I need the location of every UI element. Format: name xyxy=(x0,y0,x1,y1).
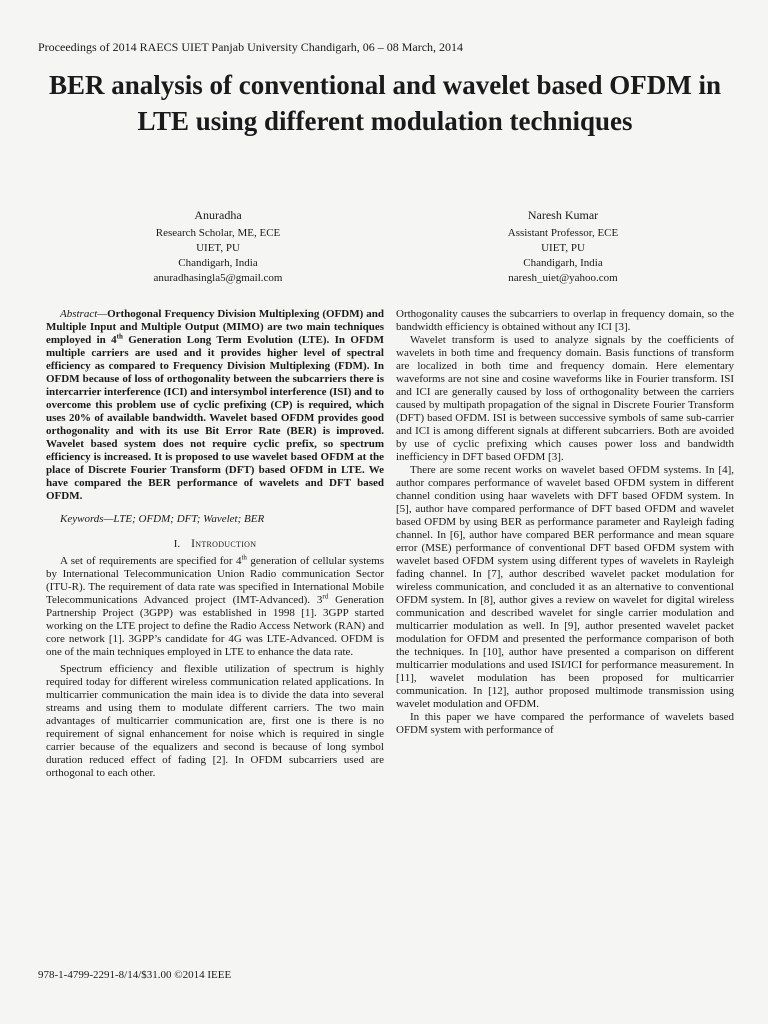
author-name: Anuradha xyxy=(194,208,242,222)
body-paragraph: In this paper we have compared the performance of wavelets based OFDM system with performance of xyxy=(396,711,734,736)
abstract-label: Abstract— xyxy=(60,308,108,320)
author-email: naresh_uiet@yahoo.com xyxy=(508,272,618,284)
author-city: Chandigarh, India xyxy=(523,257,603,269)
right-column xyxy=(396,308,734,737)
author-block-2 xyxy=(443,208,683,286)
proceedings-header: Proceedings of 2014 RAECS UIET Panjab University Chandigarh, 06 – 08 March, 2014 xyxy=(38,40,464,54)
copyright-footer: 978-1-4799-2291-8/14/$31.00 ©2014 IEEE xyxy=(38,969,232,981)
paper-title: BER analysis of conventional and wavelet based OFDM in LTE using different modulation techniques xyxy=(48,70,722,136)
keywords: Keywords—LTE; OFDM; DFT; Wavelet; BER xyxy=(60,513,265,525)
abstract: Abstract—Orthogonal Frequency Division Multiplexing (OFDM) and Multiple Input and Multiple Output (MIMO) are two main techniques employed in 4th Generation Long Term Evolution (LTE). In OFDM multiple carriers are used and it provides higher level of spectral efficiency as compared to Frequency Division Multiplexing (FDM). In OFDM because of loss of orthogonality between the subcarriers there is intercarrier interference (ICI) and intersymbol interference (ISI) and to overcome this problem use of cyclic prefixing (CP) is required, which uses 20% of available bandwidth. Wavelet based OFDM provides good orthogonality and with its use Bit Error Rate (BER) is improved. Wavelet based system does not require cyclic prefix, so spectrum efficiency is increased. It is proposed to use wavelet based OFDM at the place of Discrete Fourier Transform (DFT) based OFDM in LTE. We have compared the BER performance of wavelets and DFT based OFDM. xyxy=(46,308,384,502)
author-email: anuradhasingla5@gmail.com xyxy=(153,272,283,284)
author-city: Chandigarh, India xyxy=(178,257,258,269)
author-dept: UIET, PU xyxy=(196,242,240,254)
section-heading: I. Introduction xyxy=(173,538,257,550)
author-dept: UIET, PU xyxy=(541,242,585,254)
left-column xyxy=(46,308,384,780)
author-role: Research Scholar, ME, ECE xyxy=(155,227,281,239)
author-block-1 xyxy=(98,208,338,286)
body-paragraph: There are some recent works on wavelet based OFDM systems. In [4], author compares performance of wavelet based OFDM system in different channel condition using haar wavelets with DFT based OFDM system. In [5], author have compared performance of DFT based OFDM and wavelet based OFDM by using BER as performance parameter and Rayleigh fading channel. In [6], author have compared BER performance and mean square error (MSE) performance of conventional DFT based OFDM system with wavelet based OFDM system using different types of wavelets in Rayleigh fading channel. In [7], author described wavelet packet modulation for wireless communication, and concluded it as an alternative to conventional OFDM system. In [8], author gives a review on wavelet for digital wireless communication and described wavelet for single carrier modulation and multicarrier modulation as well. In [9], author presented wavelet packet modulation for OFDM and presented the performance comparison of both the techniques. In [10], author have presented a comparison on different multicarrier modulations and used ISI/ICI for performance measurement. In [11], wavelet modulation has been proposed for multicarrier communication. In [12], author proposed multimode transmission using wavelet modulation and OFDM. xyxy=(396,464,734,710)
author-name: Naresh Kumar xyxy=(527,208,599,222)
author-role: Assistant Professor, ECE xyxy=(507,227,619,239)
intro-paragraph-2: Spectrum efficiency and flexible utilization of spectrum is highly required today for different wireless communication related applications. In multicarrier communication the main idea is to divide the data into several streams and using them to modulate different carriers. The two main advantages of multicarrier communication are, first one is there is no requirement of signal enhancement for noise which is required in single carrier because of the equalizers and second is because of long symbol duration reduced effect of fading [2]. In OFDM subcarriers used are orthogonal to each other. xyxy=(46,663,384,779)
body-paragraph: Wavelet transform is used to analyze signals by the coefficients of wavelets in both time and frequency domain. Basis functions of transform are localized in both time and frequency domain. Here elementary waveforms are not sine and cosine waveforms like in Fourier transform. ISI and ICI are generally caused by loss of orthogonality between the carriers caused by multipath propagation of the signal in Discrete Fourier Transform (DFT) based OFDM. ISI is between successive symbols of same sub-carrier and ICI is among different signals at different subcarriers. Both are avoided by use of cyclic prefixing which causes power loss and bandwidth inefficiency in DFT based OFDM [3]. xyxy=(396,334,734,463)
body-paragraph: Orthogonality causes the subcarriers to overlap in frequency domain, so the bandwidth efficiency is obtained without any ICI [3]. xyxy=(396,308,734,333)
intro-paragraph-1: A set of requirements are specified for 4th generation of cellular systems by International Telecommunication Union Radio communication Sector (ITU-R). The requirement of data rate was specified in International Mobile Telecommunications Advanced project (IMT-Advanced). 3rd Generation Partnership Project (3GPP) was established in 1998 [1]. 3GPP started working on the LTE project to define the Radio Access Network (RAN) and core network [1]. 3GPP’s candidate for 4G was LTE-Advanced. OFDM is one of the main techniques employed in LTE to enhance the data rate. xyxy=(46,553,384,658)
